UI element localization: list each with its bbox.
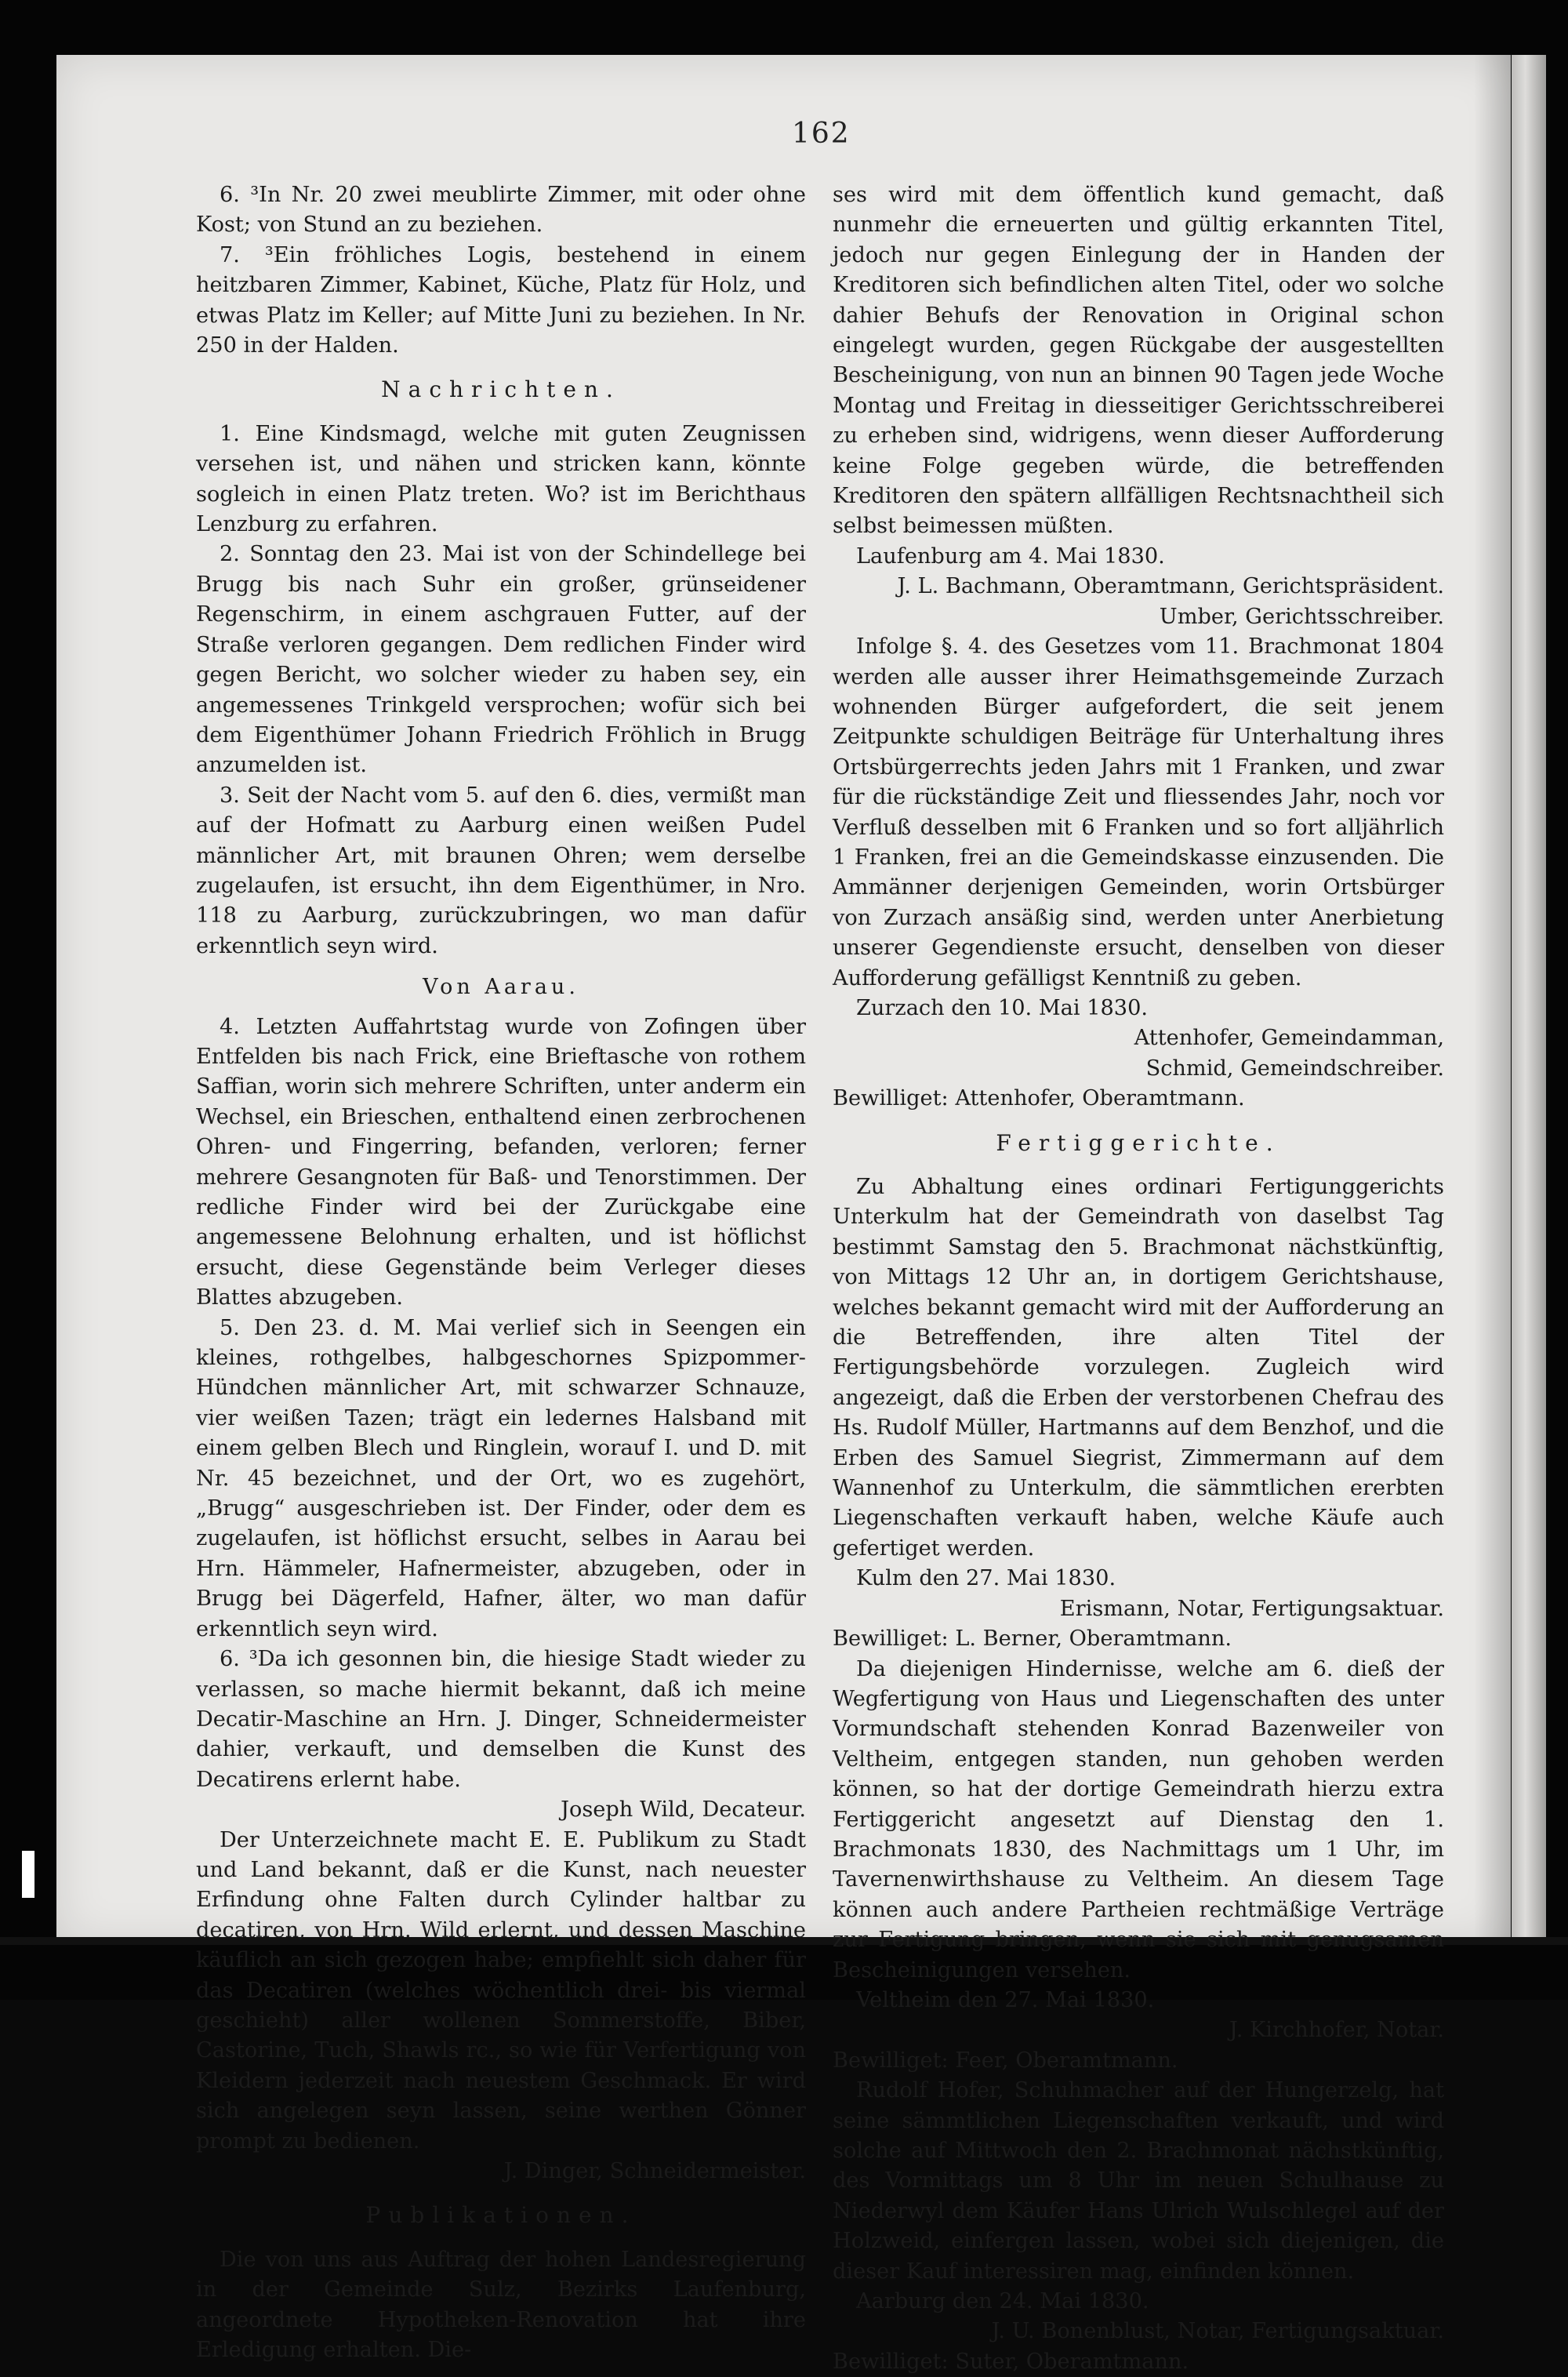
section-heading-fertiggerichte: Fertiggerichte. (996, 1129, 1281, 1156)
signature: Joseph Wild, Decateur. (561, 1797, 806, 1823)
notice-item: 3. Seit der Nacht vom 5. auf den 6. dies, vermißt man auf der Hofmatt zu Aarburg einen weißen Pudel männlicher Art, mit braunen Ohren; wem derselbe zugelaufen, ist ersucht, ihn dem Eigenthümer, in Nro. 118 zu Aarburg, zurückzubringen, wo man dafür erkenntlich seyn wird. (196, 783, 806, 958)
publication-text: Rudolf Hofer, Schuhmacher auf der Hungerzelg, hat seine sämmtlichen Liegenschaften verkauft, und wird solche auf Mittwoch den 2. Brachmonat nächstkünftig, des Vormittags um 8 Uhr im neuen Schulhause zu Niederwyl dem Käufer Hans Ulrich Wulschlegel auf der Holzweid, einfergen lassen, wobei sich diejenigen, die dieser Kauf interessiren mag, einfinden können. (833, 2078, 1444, 2284)
approval-line: Bewilliget: L. Berner, Oberamtmann. (833, 1626, 1232, 1652)
signature: J. U. Bonenblust, Notar, Fertigungsaktuar. (991, 2319, 1444, 2344)
notice-item: 2. Sonntag den 23. Mai ist von der Schindellege bei Brugg bis nach Suhr ein großer, grünseidener Regenschirm, in einem aschgrauen Futter, auf der Straße verloren gegangen. Dem redlichen Finder wird gegen Bericht, wo solcher wieder zu haben sey, ein angemessenes Trinkgeld versprochen; wofür sich bei dem Eigenthümer Johann Friedrich Fröhlich in Brugg anzumelden ist. (196, 542, 806, 778)
ad-item: 6. ³In Nr. 20 zwei meublirte Zimmer, mit oder ohne Kost; von Stund an zu beziehen. (196, 183, 806, 238)
publication-text: Zu Abhaltung eines ordinari Fertigunggerichts Unterkulm hat der Gemeindrath von daselbst Tag bestimmt Samstag den 5. Brachmonat nächstkünftig, von Mittags 12 Uhr an, in dortigem Gerichtshause, welches bekannt gemacht wird mit der Aufforderung an die Betreffenden, ihre alten Titel der Fertigungsbehörde vorzulegen. Zugleich wird angezeigt, daß die Erben der verstorbenen Chefrau des Hs. Rudolf Müller, Hartmanns auf dem Benzhof, und die Erben des Samuel Siegrist, Zimmermann auf dem Wannenhof zu Unterkulm, die sämmtlichen ererbten Liegenschaften verkauft haben, welche Käufe auch gefertiget werden. (833, 1175, 1444, 1561)
notice-item: 4. Letzten Auffahrtstag wurde von Zofingen über Entfelden bis nach Frick, eine Brieftasche von rothem Saffian, worin sich mehrere Schriften, unter anderm ein Wechsel, ein Brieschen, enthaltend einen zerbrochenen Ohren- und Fingerring, befanden, verloren; ferner mehrere Gesangnoten für Baß- und Tenorstimmen. Der redliche Finder wird bei der Zurückgabe eine angemessene Belohnung erhalten, und ist höflichst ersucht, diese Gegenstände beim Verleger dieses Blattes abzugeben. (196, 1014, 806, 1310)
signature: J. L. Bachmann, Oberamtmann, Gerichtspräsident. (897, 574, 1444, 599)
publication-text: Infolge §. 4. des Gesetzes vom 11. Brachmonat 1804 werden alle ausser ihrer Heimathsgemeinde Zurzach wohnenden Bürger aufgefordert, die seit jenem Zeitpunkte schuldigen Beiträge für Unterhaltung ihres Ortsbürgerrechts jeden Jahrs mit 1 Franken, und zwar für die rückständige Zeit und fliessendes Jahr, noch vor Verfluß desselben mit 6 Franken und so fort alljährlich 1 Franken, frei an die Gemeindskasse einzusenden. Die Ammänner derjenigen Gemeinden, worin Ortsbürger von Zurzach ansäßig sind, werden unter Anerbietung unserer Gegendienste ersucht, denselben von dieser Aufforderung gefälligst Kenntniß zu geben. (833, 634, 1444, 990)
ad-item: 7. ³Ein fröhliches Logis, bestehend in einem heitzbaren Zimmer, Kabinet, Küche, Platz für Holz, und etwas Platz im Keller; auf Mitte Juni zu beziehen. In Nr. 250 in der Halden. (196, 242, 806, 358)
signature: Schmid, Gemeindschreiber. (1145, 1056, 1444, 1081)
approval-line: Bewilliget: Feer, Oberamtmann. (833, 2048, 1178, 2073)
notice-item: Der Unterzeichnete macht E. E. Publikum zu Stadt und Land bekannt, daß er die Kunst, nach neuester Erfindung ohne Falten durch Cylinder haltbar zu decatiren, von Hrn. Wild erlernt, und dessen Maschine käuflich an sich gezogen habe; empfiehlt sich daher für das Decatiren (welches wöchentlich drei- bis viermal geschieht) aller wollenen Sommerstoffe, Biber, Castorine, Tuch, Shawls rc., so wie für Verfertigung von Kleidern jederzeit nach neuestem Geschmack. Er wird sich angelegen seyn lassen, seine werthen Gönner prompt zu bedienen. (196, 1827, 806, 2153)
signature: Umber, Gerichtsschreiber. (1159, 604, 1444, 629)
signature: Attenhofer, Gemeindamman, (1134, 1026, 1444, 1051)
signature: Erismann, Notar, Fertigungsaktuar. (1059, 1596, 1444, 1621)
dateline: Aarburg den 24. Mai 1830. (856, 2289, 1149, 2314)
approval-line: Bewilliget: Suter, Oberamtmann. (833, 2349, 1189, 2374)
signature: J. Dinger, Schneidermeister. (503, 2159, 806, 2183)
left-column (196, 180, 806, 2365)
notice-item: 1. Eine Kindsmagd, welche mit guten Zeugnissen versehen ist, und nähen und stricken kann, könnte sogleich in einen Platz treten. Wo? ist im Berichthaus Lenzburg zu erfahren. (196, 421, 806, 537)
dateline: Laufenburg am 4. Mai 1830. (856, 543, 1165, 569)
section-heading-nachrichten: Nachrichten. (381, 376, 621, 403)
subheading-von-aarau: Von Aarau. (423, 975, 579, 1000)
publication-text: Da diejenigen Hindernisse, welche am 6. dieß der Wegfertigung von Haus und Liegenschaften des unter Vormundschaft stehenden Konrad Bazenweiler von Veltheim, entgegen standen, nun gehoben werden können, so hat der dortige Gemeindrath hierzu extra Fertiggericht angesetzt auf Dienstag den 1. Brachmonats 1830, des Nachmittags um 1 Uhr, im Tavernenwirthshause zu Veltheim. An diesem Tage können auch andere Partheien rechtmäßige Verträge zur Fertigung bringen, wenn sie sich mit genugsamen Bescheinigungen versehen. (833, 1656, 1444, 1983)
dateline: Veltheim den 27. Mai 1830. (856, 1987, 1155, 2012)
page-fold-shadow (1474, 55, 1512, 1945)
publication-text-continued: ses wird mit dem öffentlich kund gemacht, daß nunmehr die erneuerten und gültig erkannten Titel, jedoch nur gegen Einlegung der in Handen der Kreditoren sich befindlichen alten Titel, oder wo solche dahier Behufs der Renovation in Original schon eingelegt wurden, gegen Rückgabe der ausgestellten Bescheinigung, von nun an binnen 90 Tagen jede Woche Montag und Freitag in diesseitiger Gerichtsschreiberei zu erheben sind, widrigens, wenn dieser Aufforderung keine Folge gegeben würde, die betreffenden Kreditoren den spätern allfälligen Rechtsnachtheil sich selbst beimessen müßten. (833, 183, 1444, 539)
right-column (833, 180, 1444, 2377)
notice-item: 5. Den 23. d. M. Mai verlief sich in Seengen ein kleines, rothgelbes, halbgeschornes Spizpommer-Hündchen männlicher Art, mit schwarzer Schnauze, vier weißen Tazen; trägt ein ledernes Halsband mit einem gelben Blech und Ringlein, worauf I. und D. mit Nr. 45 bezeichnet, und der Ort, wo es zugehört, „Brugg“ ausgeschrieben ist. Der Finder, oder dem es zugelaufen, ist höflichst ersucht, selbes in Aarau bei Hrn. Hämmeler, Hafnermeister, abzugeben, oder in Brugg bei Dägerfeld, Hafner, älter, wo man dafür erkenntlich seyn wird. (196, 1315, 806, 1641)
page-number: 162 (792, 118, 851, 150)
signature: J. Kirchhofer, Notar. (1229, 2018, 1444, 2043)
dateline: Kulm den 27. Mai 1830. (856, 1566, 1116, 1591)
approval-line: Bewilliget: Attenhofer, Oberamtmann. (833, 1086, 1245, 1111)
next-page-edge (1512, 55, 1546, 1945)
notice-item: 6. ³Da ich gesonnen bin, die hiesige Stadt wieder zu verlassen, so mache hiermit bekannt, daß ich meine Decatir-Maschine an Hrn. J. Dinger, Schneidermeister dahier, verkauft, und demselben die Kunst des Decatirens erlernt habe. (196, 1647, 806, 1792)
publication-text: Die von uns aus Auftrag der hohen Landesregierung in der Gemeinde Sulz, Bezirks Laufenburg, angeordnete Hypotheken-Renovation hat ihre Erledigung erhalten. Die- (196, 2247, 806, 2363)
dateline: Zurzach den 10. Mai 1830. (856, 995, 1149, 1020)
scan-marker (22, 1851, 34, 1898)
section-heading-publikationen: Publikationen. (365, 2202, 637, 2229)
